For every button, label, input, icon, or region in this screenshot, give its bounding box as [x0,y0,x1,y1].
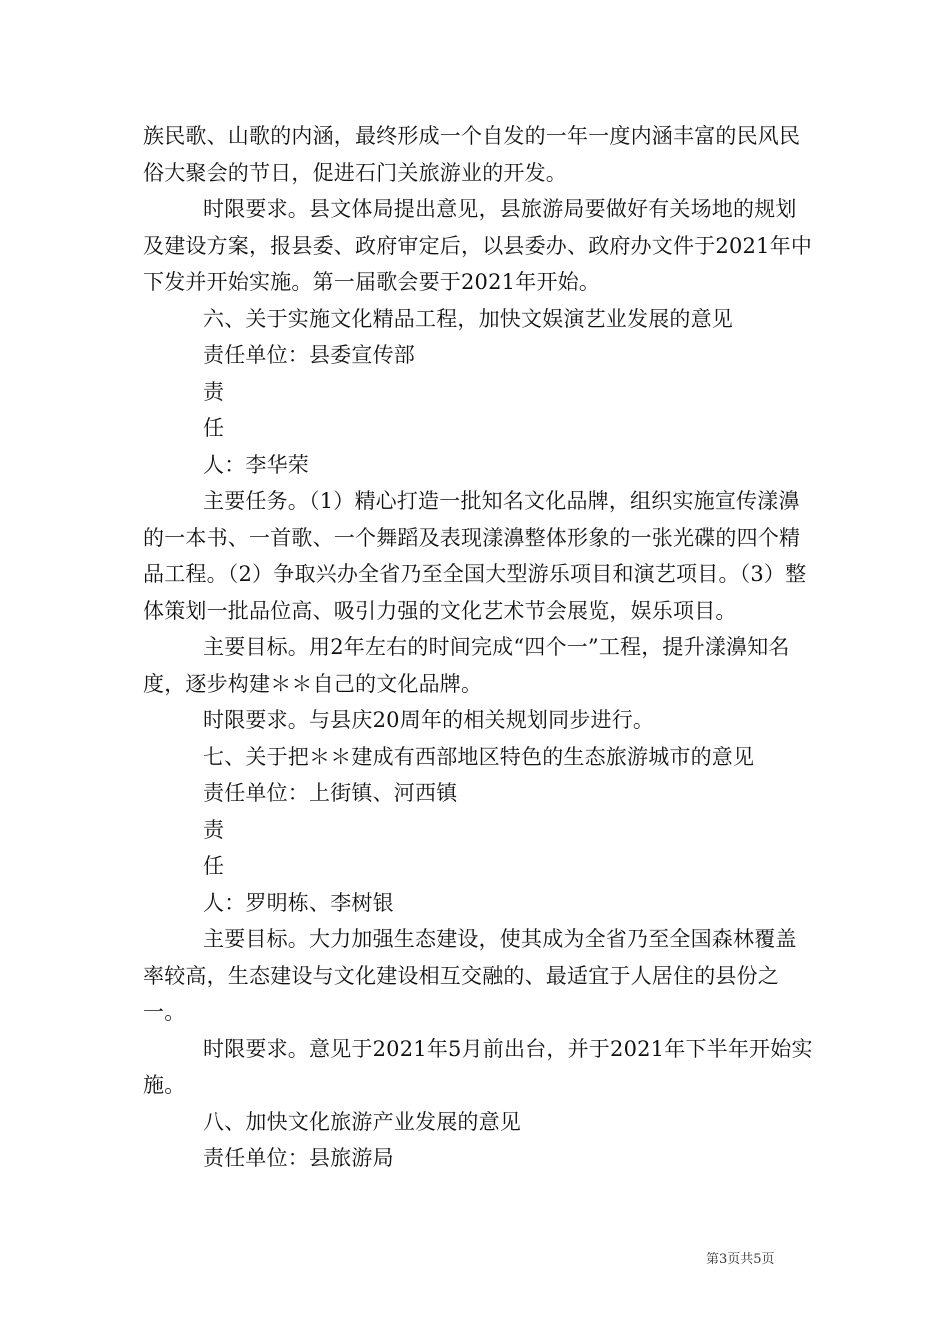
responsible-unit: 责任单位：上街镇、河西镇 [203,781,458,805]
paragraph: 主要任务。（1）精心打造一批知名文化品牌，组织实施宣传漾濞的一本书、一首歌、一个舞蹈及表现漾濞整体形象的一张光碟的四个精品工程。（2）争取兴办全省乃至全国大型游乐项目和演艺项目。（3）整体策划一批品位高、吸引力强的文化艺术节会展览，娱乐项目。 [143,489,807,623]
paragraph: 族民歌、山歌的内涵，最终形成一个自发的一年一度内涵丰富的民风民俗大聚会的节日，促进石门关旅游业的开发。 [143,124,801,185]
section-heading: 七、关于把＊＊建成有西部地区特色的生态旅游城市的意见 [203,744,755,769]
paragraph: 时限要求。意见于2021年5月前出台，并于2021年下半年开始实施。 [143,1036,813,1097]
responsible-unit: 责任单位：县委宣传部 [203,343,415,367]
responsible-person-fragment: 责 [203,379,225,404]
responsible-person-fragment: 任 [203,854,225,878]
paragraph: 时限要求。县文体局提出意见，县旅游局要做好有关场地的规划及建设方案，报县委、政府审定后，以县委办、政府办文件于2021年中下发并开始实施。第一届歌会要于2021年开始。 [143,197,813,294]
section-heading: 八、加快文化旅游产业发展的意见 [203,1109,521,1134]
page-number: 第3页共5页 [706,1252,775,1267]
document-body [143,118,813,1177]
responsible-person: 人：罗明栋、李树银 [203,890,394,915]
responsible-person: 人：李华荣 [203,452,309,477]
responsible-person-fragment: 任 [203,416,225,440]
section-heading: 六、关于实施文化精品工程，加快文娱演艺业发展的意见 [203,306,733,331]
paragraph: 主要目标。大力加强生态建设，使其成为全省乃至全国森林覆盖率较高，生态建设与文化建设相互交融的、最适宜于人居住的县份之一。 [143,927,797,1024]
responsible-unit: 责任单位：县旅游局 [203,1146,394,1170]
paragraph: 主要目标。用2年左右的时间完成“四个一”工程，提升漾濞知名度，逐步构建＊＊自己的文化品牌。 [143,635,790,696]
paragraph: 时限要求。与县庆20周年的相关规划同步进行。 [203,708,655,732]
responsible-person-fragment: 责 [203,817,225,842]
